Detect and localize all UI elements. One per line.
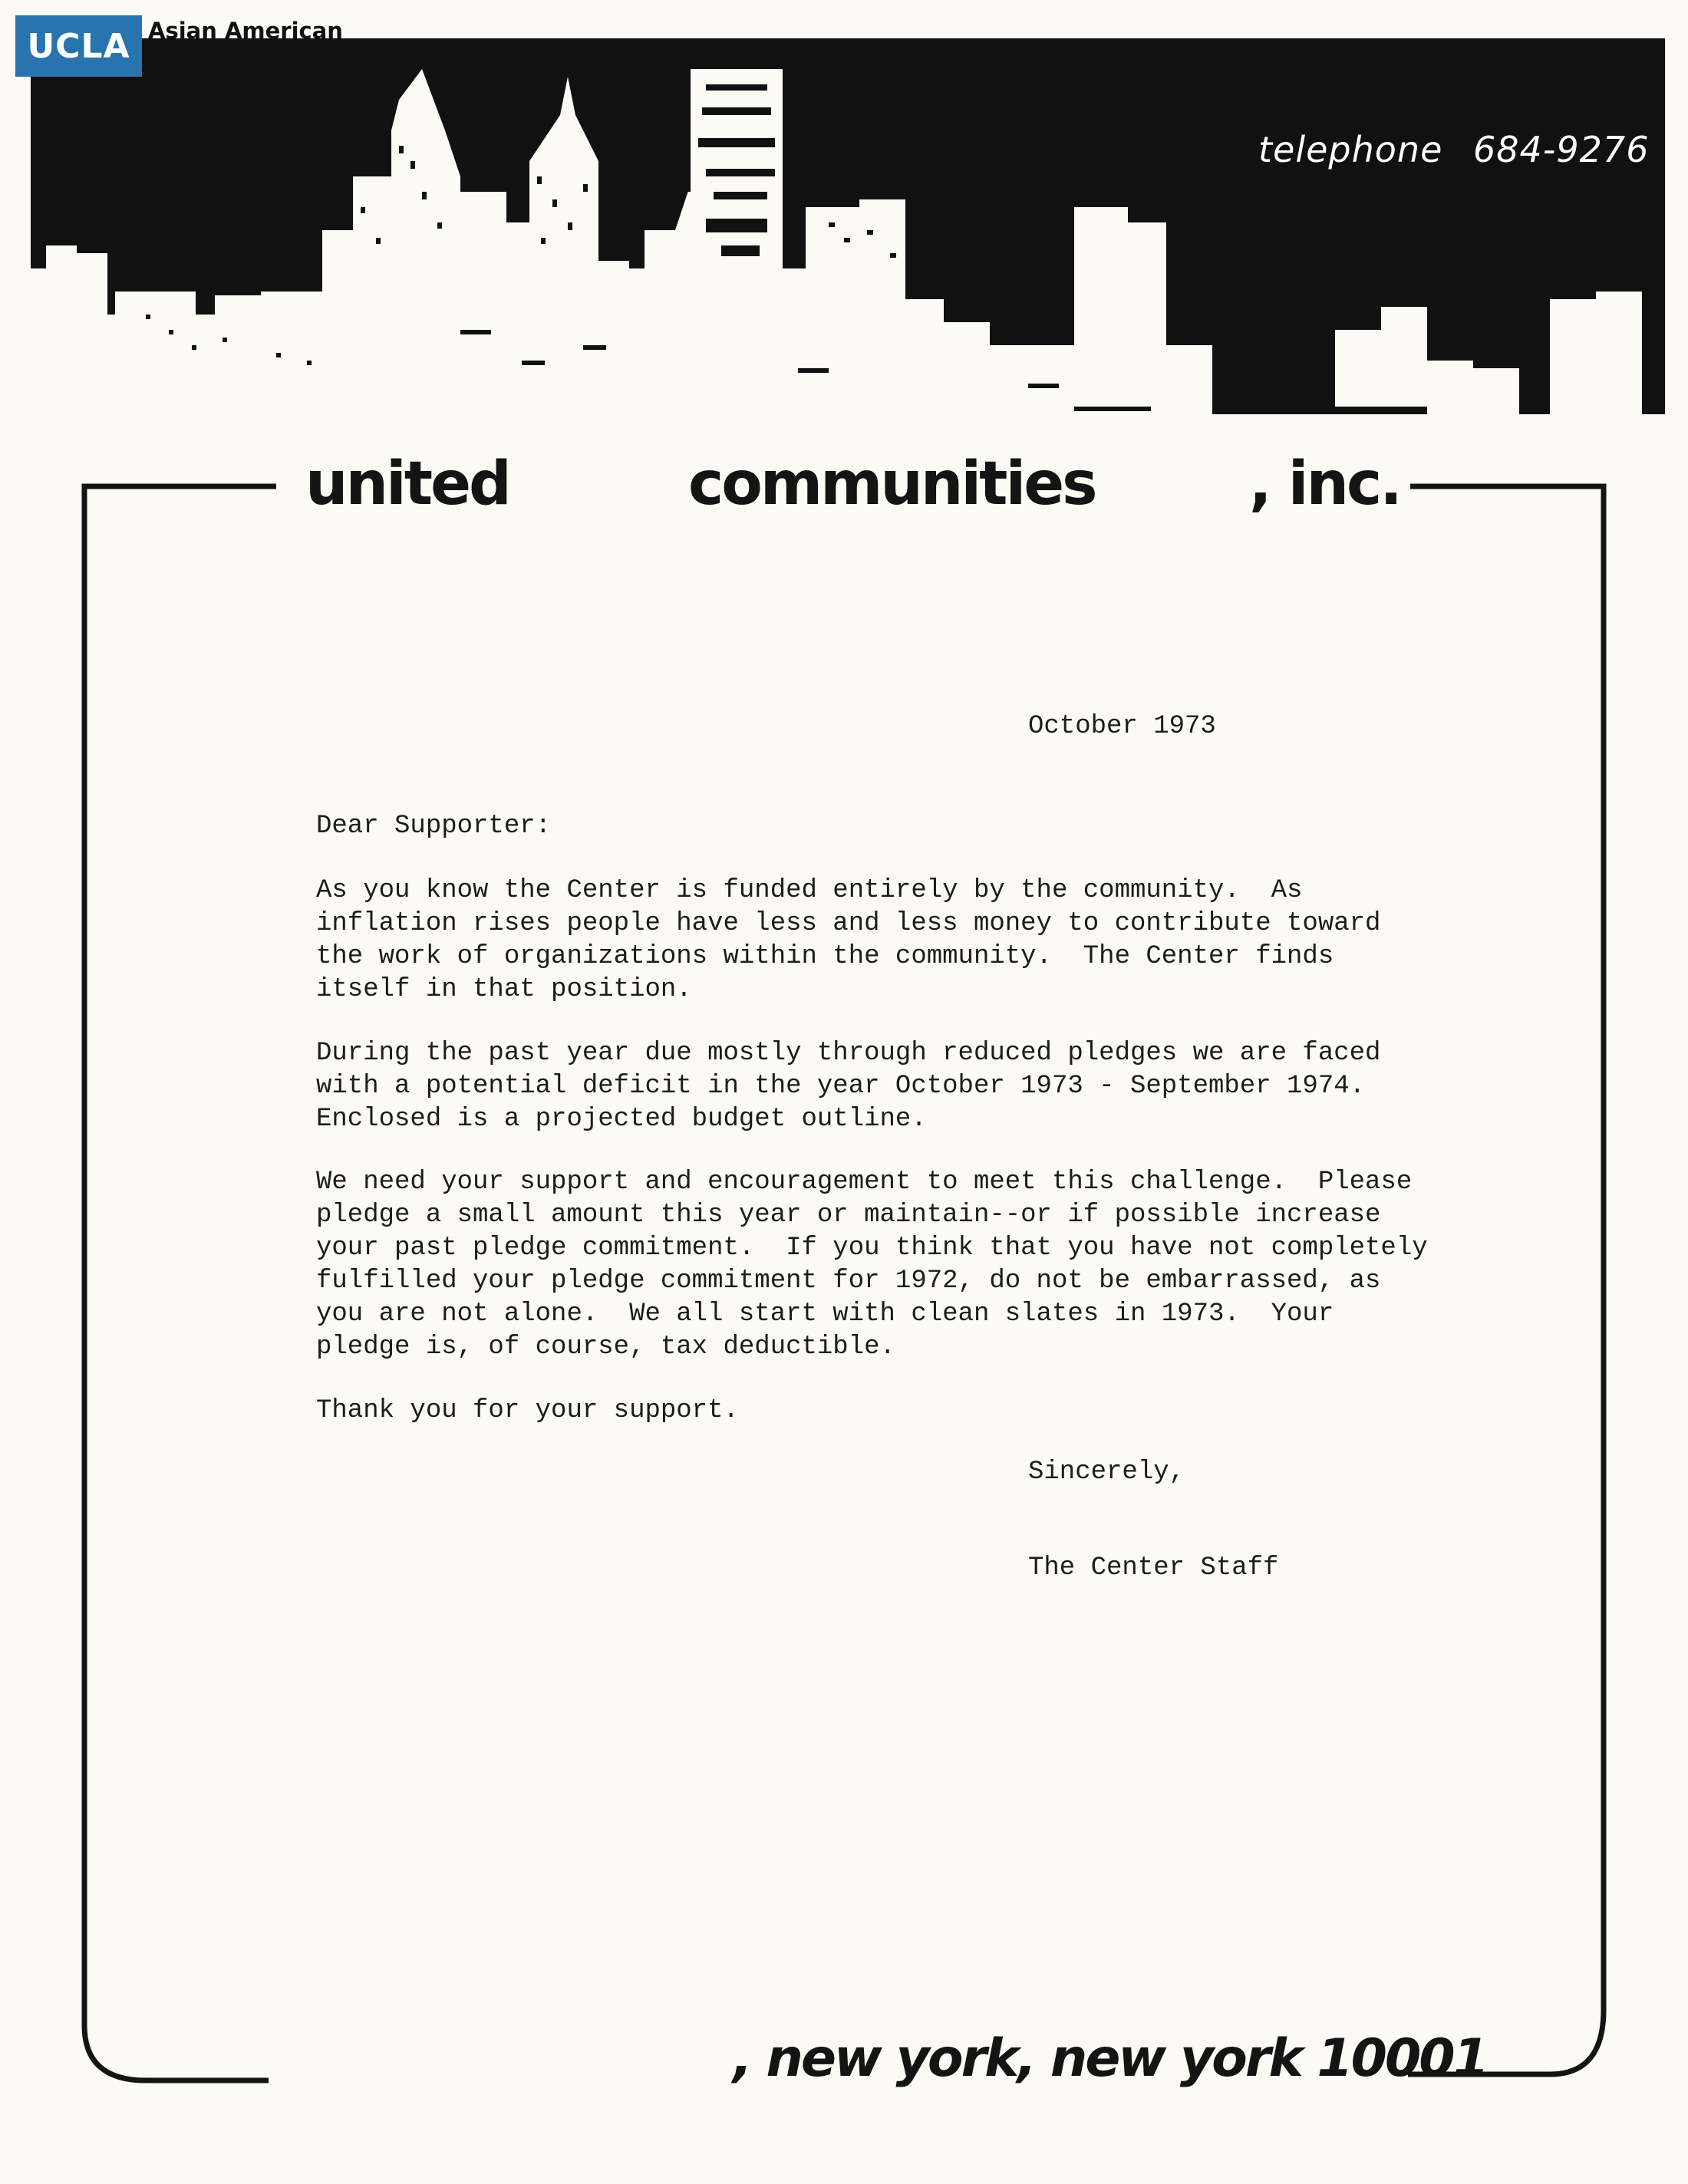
org-name-inc: , inc. — [1249, 450, 1400, 519]
archive-name-line2: Studies Center — [148, 42, 335, 68]
paragraph-line: pledge is, of course, tax deductible. — [316, 1332, 895, 1362]
signature: The Center Staff — [1028, 1553, 1279, 1583]
paragraph-line: you are not alone. We all start with clean slates in 1973. Your — [316, 1300, 1334, 1329]
paragraph-line: inflation rises people have less and less money to contribute toward — [316, 909, 1381, 938]
paragraph-line: with a potential deficit in the year October 1973 - September 1974. — [316, 1072, 1366, 1101]
paragraph-line: Thank you for your support. — [316, 1396, 739, 1425]
closing: Sincerely, — [1028, 1458, 1185, 1487]
paragraph-1 — [316, 875, 1513, 1006]
paragraph-line: the work of organizations within the community. The Center finds — [316, 942, 1334, 971]
paragraph-line: Enclosed is a projected budget outline. — [316, 1105, 927, 1134]
paragraph-line: We need your support and encouragement to meet this challenge. Please — [316, 1168, 1413, 1197]
paragraph-line: pledge a small amount this year or maintain--or if possible increase — [316, 1201, 1381, 1230]
org-name-united: united — [305, 450, 509, 519]
paragraph-3 — [316, 1166, 1513, 1364]
letter-date: October 1973 — [1028, 712, 1216, 741]
paragraph-4 — [316, 1395, 1513, 1428]
paragraph-line: fulfilled your pledge commitment for 1972, do not be embarrassed, as — [316, 1267, 1381, 1296]
telephone-label: telephone — [1258, 129, 1443, 170]
salutation: Dear Supporter: — [316, 812, 552, 841]
paragraph-2 — [316, 1037, 1513, 1136]
org-name-communities: communities — [688, 450, 1096, 519]
paragraph-line: your past pledge commitment. If you think that you have not completely — [316, 1234, 1428, 1263]
ucla-logo: UCLA — [15, 15, 142, 77]
paragraph-line: As you know the Center is funded entirely by the community. As — [316, 876, 1303, 905]
letterhead-address: , new york, new york 10001 — [733, 2028, 1487, 2089]
paragraph-line: itself in that position. — [316, 975, 692, 1004]
telephone-number: 684-9276 — [1473, 129, 1650, 170]
archive-name-line1: Asian American — [148, 18, 343, 44]
paragraph-line: During the past year due mostly through reduced pledges we are faced — [316, 1039, 1381, 1068]
